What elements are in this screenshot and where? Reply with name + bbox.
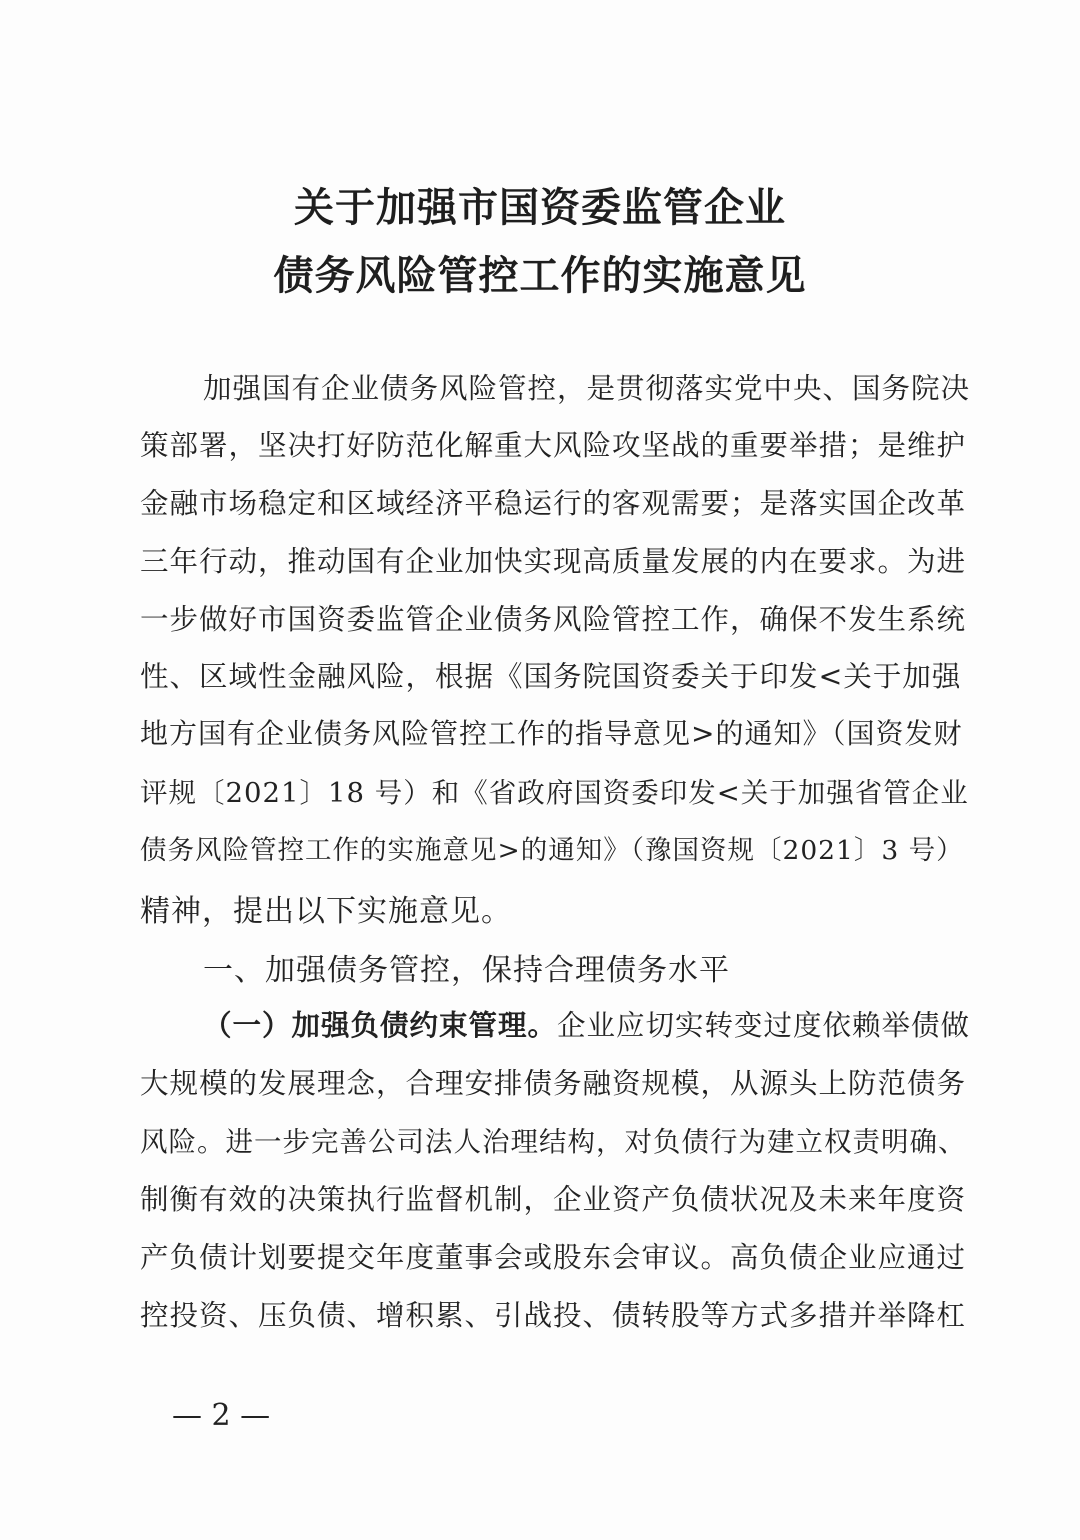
subsection-1-first-line-rest: 企业应切实转变过度依赖举债做 bbox=[557, 1009, 971, 1042]
intro-line-3: 金融市场稳定和区域经济平稳运行的客观需要；是落实国企改革 bbox=[140, 487, 967, 520]
subsection-1-line-6: 控投资、压负债、增积累、引战投、债转股等方式多措并举降杠 bbox=[140, 1299, 967, 1332]
subsection-1-line-2: 大规模的发展理念，合理安排债务融资规模，从源头上防范债务 bbox=[140, 1067, 967, 1100]
intro-line-1: 加强国有企业债务风险管控，是贯彻落实党中央、国务院决 bbox=[203, 372, 971, 405]
subsection-1-line-5: 产负债计划要提交年度董事会或股东会审议。高负债企业应通过 bbox=[140, 1241, 967, 1274]
intro-line-4: 三年行动，推动国有企业加快实现高质量发展的内在要求。为进 bbox=[140, 545, 967, 578]
intro-line-5: 一步做好市国资委监管企业债务风险管控工作，确保不发生系统 bbox=[140, 603, 967, 636]
document-title-line-1: 关于加强市国资委监管企业 bbox=[294, 184, 786, 231]
subsection-1-lead: （一）加强负债约束管理。 bbox=[203, 1008, 558, 1042]
intro-line-7: 地方国有企业债务风险管控工作的指导意见>的通知》（国资发财 bbox=[140, 717, 963, 750]
intro-line-2: 策部署，坚决打好防范化解重大风险攻坚战的重要举措；是维护 bbox=[140, 429, 967, 462]
subsection-1-line-3: 风险。进一步完善公司法人治理结构，对负债行为建立权责明确、 bbox=[140, 1126, 967, 1158]
intro-line-6: 性、区域性金融风险，根据《国务院国资委关于印发<关于加强 bbox=[140, 660, 962, 693]
intro-line-8: 评规〔2021〕18 号）和《省政府国资委印发<关于加强省管企业 bbox=[140, 777, 969, 809]
document-title-line-2: 债务风险管控工作的实施意见 bbox=[273, 252, 807, 299]
page-number: — 2 — bbox=[172, 1398, 271, 1433]
section-heading-1: 一、加强债务管控，保持合理债务水平 bbox=[203, 953, 730, 988]
subsection-1-first-line bbox=[203, 1003, 970, 1044]
subsection-1-line-4: 制衡有效的决策执行监督机制，企业资产负债状况及未来年度资 bbox=[140, 1183, 967, 1216]
intro-line-10: 精神，提出以下实施意见。 bbox=[140, 894, 512, 929]
intro-line-9: 债务风险管控工作的实施意见>的通知》（豫国资规〔2021〕3 号） bbox=[140, 835, 964, 866]
